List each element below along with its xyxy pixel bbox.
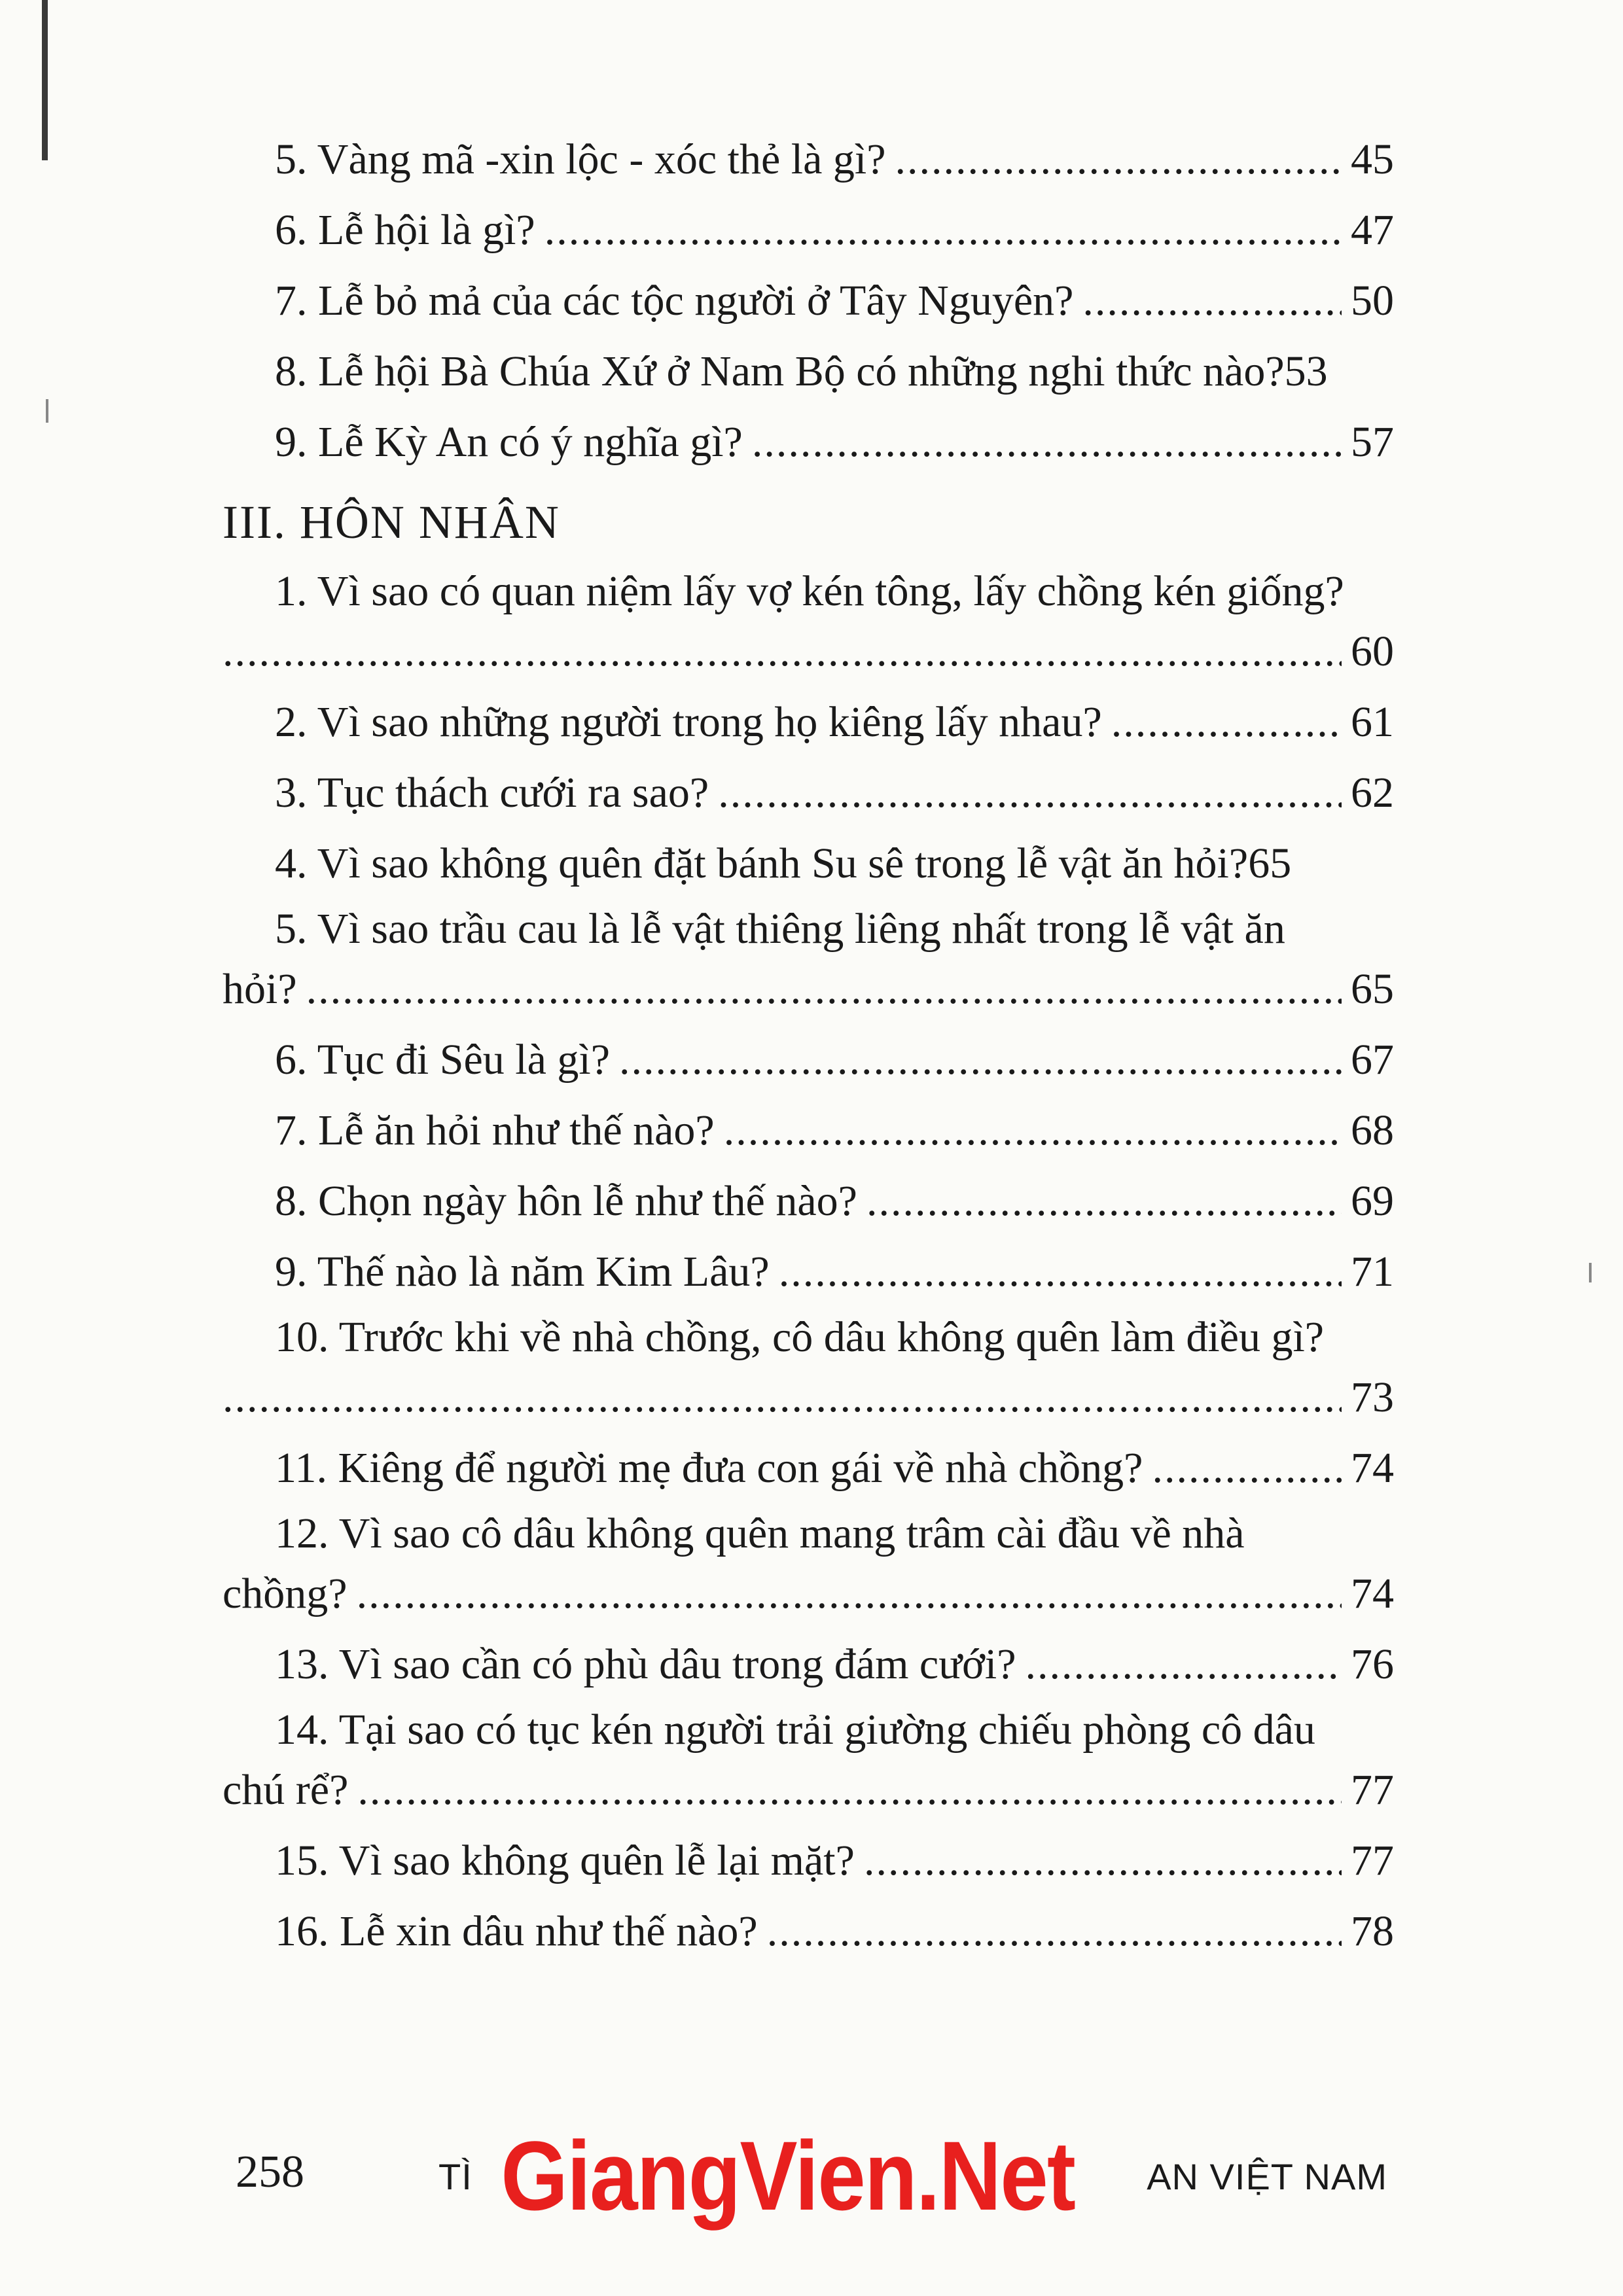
leader-dots xyxy=(1082,266,1342,336)
toc-entry-page: 74 xyxy=(1351,1444,1394,1492)
leader-dots xyxy=(357,1564,1342,1624)
section-heading: III. HÔN NHÂN xyxy=(223,496,560,548)
toc-entry-page: 53 xyxy=(1284,347,1328,395)
toc-entry-page: 65 xyxy=(1248,839,1292,887)
leader-dots xyxy=(724,1095,1342,1166)
leader-dots xyxy=(718,758,1342,828)
toc-entry[interactable] xyxy=(223,195,1394,266)
leader-dots xyxy=(1111,687,1342,758)
toc-entry-page: 47 xyxy=(1351,206,1394,254)
scan-speck xyxy=(1589,1263,1592,1282)
toc-entry[interactable] xyxy=(223,124,1394,195)
page-binding-edge xyxy=(42,0,48,160)
toc-entry-page: 77 xyxy=(1351,1766,1394,1814)
running-title-fragment: TÌ xyxy=(438,2156,473,2197)
toc-entry-page: 69 xyxy=(1351,1177,1394,1225)
toc-entry[interactable] xyxy=(223,1025,1394,1095)
toc-entry-title: 7. Lễ ăn hỏi như thế nào? xyxy=(275,1106,715,1154)
toc-entry-title: 12. Vì sao cô dâu không quên mang trâm cài đầu về nhà xyxy=(275,1510,1245,1557)
watermark-logo: GiangVien.Net xyxy=(497,2127,1078,2225)
toc-entry-continuation xyxy=(223,1760,1394,1826)
toc-entry[interactable] xyxy=(223,1504,1394,1629)
toc-entry-title: 6. Tục đi Sêu là gì? xyxy=(275,1036,611,1084)
toc-entry-page: 76 xyxy=(1351,1640,1394,1688)
toc-entry-page: 60 xyxy=(1351,627,1394,675)
running-title-fragment: AN VIỆT NAM xyxy=(1147,2156,1387,2197)
toc-entry[interactable] xyxy=(223,1433,1394,1504)
toc-entry-title: 13. Vì sao cần có phù dâu trong đám cưới? xyxy=(275,1640,1016,1688)
leader-dots xyxy=(1026,1629,1342,1700)
leader-dots xyxy=(1152,1433,1342,1504)
toc-entry-page: 61 xyxy=(1351,698,1394,746)
toc-entry-page: 57 xyxy=(1351,418,1394,466)
toc-entry[interactable] xyxy=(223,407,1394,478)
scan-speck xyxy=(46,399,48,423)
toc-entry-title: 10. Trước khi về nhà chồng, cô dâu không quên làm điều gì? xyxy=(275,1313,1325,1361)
toc-entry[interactable] xyxy=(223,561,1394,687)
table-of-contents xyxy=(223,124,1394,1967)
leader-dots xyxy=(619,1025,1342,1095)
toc-entry[interactable] xyxy=(223,266,1394,336)
toc-entry[interactable] xyxy=(223,687,1394,758)
toc-entry-continuation xyxy=(223,959,1394,1025)
toc-entry[interactable] xyxy=(223,1166,1394,1237)
leader-dots xyxy=(357,1760,1342,1820)
toc-entry-page: 71 xyxy=(1351,1248,1394,1296)
leader-dots xyxy=(895,124,1342,195)
toc-entry-page: 68 xyxy=(1351,1106,1394,1154)
leader-dots xyxy=(866,1166,1342,1237)
leader-dots xyxy=(752,407,1342,478)
toc-entry-page: 65 xyxy=(1351,965,1394,1013)
toc-entry-continuation xyxy=(223,1368,1394,1433)
toc-entry-page: 62 xyxy=(1351,769,1394,817)
toc-entry[interactable] xyxy=(223,1307,1394,1433)
toc-entry-page: 78 xyxy=(1351,1907,1394,1955)
toc-entry[interactable] xyxy=(223,1095,1394,1166)
toc-entry[interactable] xyxy=(223,1896,1394,1967)
toc-entry-title: 8. Lễ hội Bà Chúa Xứ ở Nam Bộ có những nghi thức nào? xyxy=(275,347,1285,395)
toc-entry-title: 4. Vì sao không quên đặt bánh Su sê trong lễ vật ăn hỏi? xyxy=(275,839,1249,887)
toc-entry-title: 2. Vì sao những người trong họ kiêng lấy nhau? xyxy=(275,698,1102,746)
toc-entry[interactable] xyxy=(223,1237,1394,1307)
toc-entry[interactable] xyxy=(223,1629,1394,1700)
toc-entry-title: 1. Vì sao có quan niệm lấy vợ kén tông, lấy chồng kén giống? xyxy=(275,567,1344,615)
toc-entry-page: 77 xyxy=(1351,1837,1394,1884)
leader-dots xyxy=(767,1896,1342,1967)
toc-entry[interactable] xyxy=(223,1826,1394,1896)
toc-entry-page: 50 xyxy=(1351,277,1394,325)
page-number: 258 xyxy=(236,2147,304,2197)
toc-entry-title: 7. Lễ bỏ mả của các tộc người ở Tây Nguyên? xyxy=(275,277,1074,325)
toc-entry[interactable] xyxy=(223,1700,1394,1826)
toc-entry-continuation xyxy=(223,622,1394,687)
toc-entry-page: 73 xyxy=(1351,1373,1394,1421)
toc-entry[interactable] xyxy=(223,336,1394,407)
toc-entry-title-continued: hỏi? xyxy=(223,965,297,1013)
toc-entry-title: 6. Lễ hội là gì? xyxy=(275,206,535,254)
toc-entry-page: 67 xyxy=(1351,1036,1394,1084)
toc-entry-title: 11. Kiêng để người mẹ đưa con gái về nhà chồng? xyxy=(275,1444,1143,1492)
leader-dots xyxy=(306,959,1342,1019)
leader-dots xyxy=(223,1368,1342,1428)
toc-entry-title: 5. Vì sao trầu cau là lễ vật thiêng liêng nhất trong lễ vật ăn xyxy=(275,905,1285,953)
leader-dots xyxy=(779,1237,1342,1307)
page-footer xyxy=(236,2121,1387,2231)
leader-dots xyxy=(864,1826,1342,1896)
toc-entry-title: 15. Vì sao không quên lễ lại mặt? xyxy=(275,1837,855,1884)
toc-entry-page: 45 xyxy=(1351,135,1394,183)
toc-entry-title: 9. Lễ Kỳ An có ý nghĩa gì? xyxy=(275,418,743,466)
toc-entry-page: 74 xyxy=(1351,1570,1394,1617)
toc-entry[interactable] xyxy=(223,758,1394,828)
toc-entry-title-continued: chồng? xyxy=(223,1570,348,1617)
leader-dots xyxy=(544,195,1342,266)
toc-entry[interactable] xyxy=(223,828,1394,899)
toc-entry-title: 9. Thế nào là năm Kim Lâu? xyxy=(275,1248,770,1296)
toc-entry[interactable] xyxy=(223,899,1394,1025)
leader-dots xyxy=(223,622,1342,682)
toc-entry-title: 3. Tục thách cưới ra sao? xyxy=(275,769,709,817)
toc-entry-title: 5. Vàng mã -xin lộc - xóc thẻ là gì? xyxy=(275,135,886,183)
toc-entry-title-continued: chú rể? xyxy=(223,1766,349,1814)
toc-entry-title: 16. Lễ xin dâu như thế nào? xyxy=(275,1907,758,1955)
toc-entry-continuation xyxy=(223,1564,1394,1629)
toc-entry-title: 14. Tại sao có tục kén người trải giường chiếu phòng cô dâu xyxy=(275,1706,1315,1754)
toc-entry-title: 8. Chọn ngày hôn lễ như thế nào? xyxy=(275,1177,857,1225)
